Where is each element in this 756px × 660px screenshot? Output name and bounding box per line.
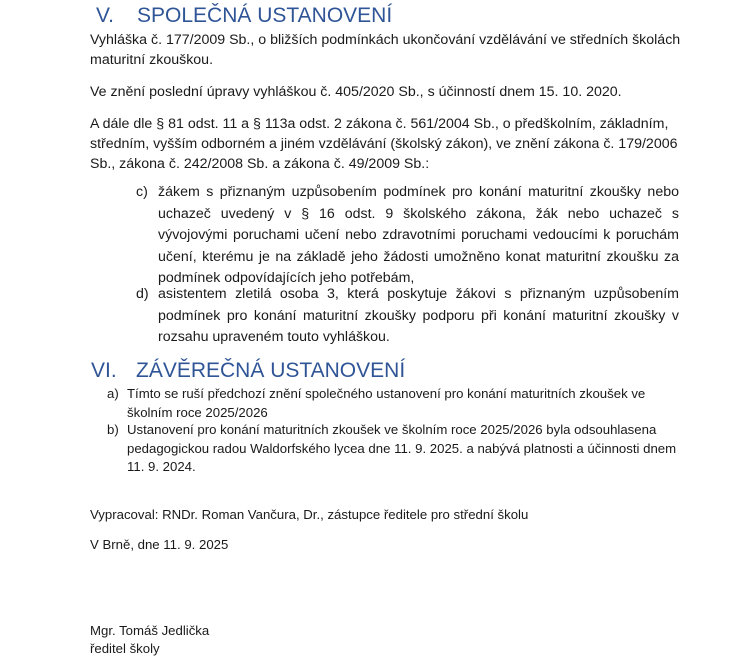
signatory-role: ředitel školy: [90, 641, 160, 656]
list-item: [136, 182, 679, 290]
paragraph-law-line: středním, vyšším odborném a jiném vzdělávání (školský zákon), ve znění zákona č. 179/2006: [90, 136, 678, 152]
list-item-label: c): [136, 184, 148, 200]
paragraph-law-line: Sb., zákona č. 242/2008 Sb. a zákona č. 49/2009 Sb.:: [90, 156, 430, 172]
list-item-label: a): [107, 386, 119, 401]
list-item-line: Tímto se ruší předchozí znění společného ustanovení pro konání maturitních zkoušek ve: [127, 386, 646, 401]
paragraph-decree-line: maturitní zkouškou.: [90, 52, 214, 68]
paragraph-decree: [90, 30, 680, 70]
list-item: [136, 284, 679, 349]
list-item-text: [127, 421, 676, 477]
list-item-line: 11. 9. 2024.: [127, 459, 196, 474]
list-item-line: Ustanovení pro konání maturitních zkoušek ve školním roce 2025/2026 byla odsouhlasena: [127, 422, 657, 437]
list-item-label: b): [107, 422, 119, 437]
section-v-heading: [96, 4, 496, 30]
signatory-name: Mgr. Tomáš Jedlička: [90, 623, 210, 638]
list-item: [107, 385, 645, 422]
list-item-label: d): [136, 286, 149, 302]
paragraph-amendment: Ve znění poslední úpravy vyhláškou č. 405/2020 Sb., s účinností dnem 15. 10. 2020.: [90, 84, 622, 100]
section-vi-heading: [91, 359, 491, 385]
list-item: [107, 421, 676, 477]
place-date: V Brně, dne 11. 9. 2025: [90, 537, 229, 552]
list-item-text: žákem s přiznaným uzpůsobením podmínek pro konání maturitní zkoušky nebo uchazeč uvedený v § 16 odst. 9 školského zákona, žák nebo uchazeč s vývojovými poruchami učení nebo zdravotními poruchami vedoucími k poruchám učení, kterému je na základě jeho žádosti umožněno konat maturitní zkoušku za podmínek odpovídajících jeho potřebám,: [158, 184, 679, 286]
list-item-line: pedagogickou radou Waldorfského lycea dne 11. 9. 2025. a nabývá platnosti a účinnosti dnem: [127, 440, 677, 456]
paragraph-law: [90, 114, 678, 174]
list-item-line: školním roce 2025/2026: [127, 404, 268, 420]
section-v-number: V.: [96, 4, 114, 27]
paragraph-law-line: A dále dle § 81 odst. 11 a § 113a odst. 2 zákona č. 561/2004 Sb., o předškolním, základním,: [90, 116, 669, 132]
section-vi-title: ZÁVĚREČNÁ USTANOVENÍ: [136, 359, 406, 382]
section-v-title: SPOLEČNÁ USTANOVENÍ: [137, 4, 393, 27]
prepared-by: Vypracoval: RNDr. Roman Vančura, Dr., zástupce ředitele pro střední školu: [90, 507, 529, 522]
list-item-text: [127, 385, 645, 422]
paragraph-decree-line: Vyhláška č. 177/2009 Sb., o bližších podmínkách ukončování vzdělávání ve středních školách: [90, 32, 681, 48]
list-item-text: asistentem zletilá osoba 3, která poskytuje žákovi s přiznaným uzpůsobením podmínek pro konání maturitní zkoušky podporu při konání maturitní zkoušky v rozsahu upraveném touto vyhláškou.: [158, 286, 679, 345]
section-vi-number: VI.: [91, 359, 117, 382]
